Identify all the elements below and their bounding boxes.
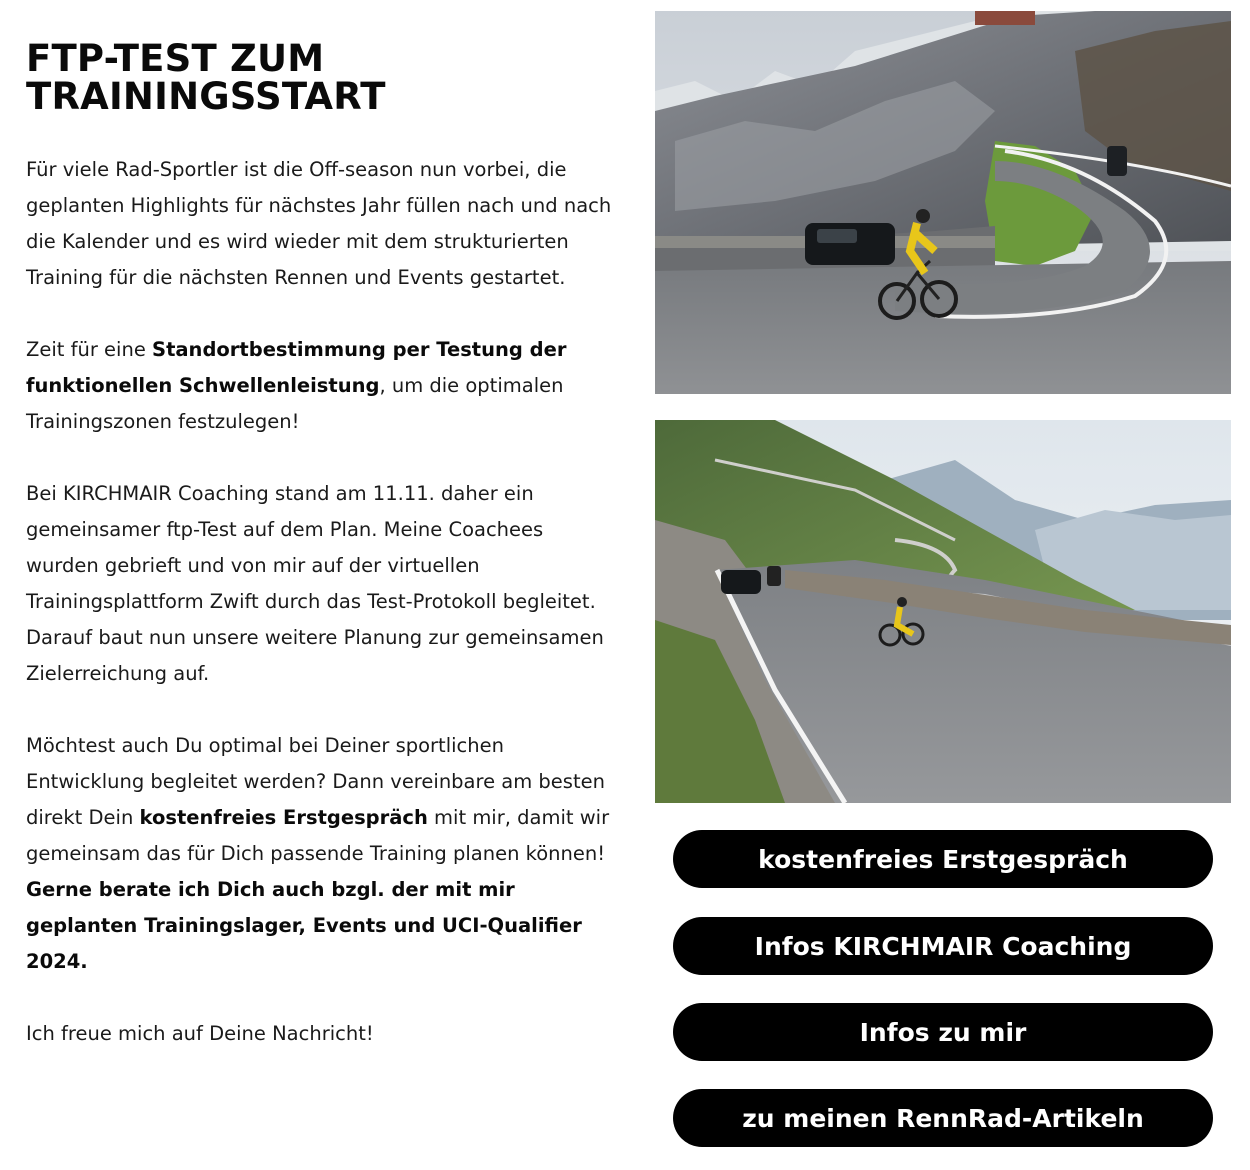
paragraph-offer-bold-1: kostenfreies Erstgespräch [139, 806, 428, 829]
cycling-photo-valley [655, 420, 1231, 803]
title-line-2: TRAININGSSTART [26, 75, 386, 118]
paragraph-ftp-text-a: Zeit für eine [26, 338, 153, 361]
paragraph-coaching: Bei KIRCHMAIR Coaching stand am 11.11. daher ein gemeinsamer ftp-Test auf dem Plan. Meine Coachees wurden gebrieft und von mir auf der virtuellen Trainingsplattform Zwift durch das Test-Protokoll begleitet. Darauf baut nun unsere weitere Planung zur gemeinsamen Zielerreichung auf. [26, 482, 604, 685]
paragraph-ftp-bold: Standortbestimmung per Testung der funktionellen Schwellenleistung [26, 338, 567, 397]
title-line-1: FTP-TEST ZUM [26, 37, 325, 80]
rennrad-articles-button[interactable]: zu meinen RennRad-Artikeln [673, 1089, 1213, 1147]
paragraph-offer-text-c: mit mir, damit wir gemeinsam das für Dich passende Training planen können! [26, 806, 610, 865]
page-title [26, 37, 616, 118]
about-me-button[interactable]: Infos zu mir [673, 1003, 1213, 1061]
article-body [26, 152, 616, 1052]
paragraph-intro: Für viele Rad-Sportler ist die Off-season nun vorbei, die geplanten Highlights für nächstes Jahr füllen nach und nach die Kalender und es wird wieder mit dem strukturierten Training für die nächsten Rennen und Events gestartet. [26, 158, 612, 289]
paragraph-offer-bold-2: Gerne berate ich Dich auch bzgl. der mit mir geplanten Trainingslager, Events und UCI-Qualifier 2024. [26, 878, 582, 973]
free-consultation-button[interactable]: kostenfreies Erstgespräch [673, 830, 1213, 888]
paragraph-closing: Ich freue mich auf Deine Nachricht! [26, 1022, 374, 1045]
paragraph-ftp-text-c: , um die optimalen Trainingszonen festzulegen! [26, 374, 564, 433]
article-column [26, 37, 616, 1052]
coaching-info-button[interactable]: Infos KIRCHMAIR Coaching [673, 917, 1213, 975]
paragraph-offer-text-a: Möchtest auch Du optimal bei Deiner sportlichen Entwicklung begleitet werden? Dann vereinbare am besten direkt Dein [26, 734, 605, 829]
mountain-road-illustration-1 [655, 11, 1231, 394]
mountain-road-illustration-2 [655, 420, 1231, 803]
cycling-photo-serpentine [655, 11, 1231, 394]
paragraph-offer [26, 728, 616, 980]
paragraph-ftp [26, 332, 616, 440]
